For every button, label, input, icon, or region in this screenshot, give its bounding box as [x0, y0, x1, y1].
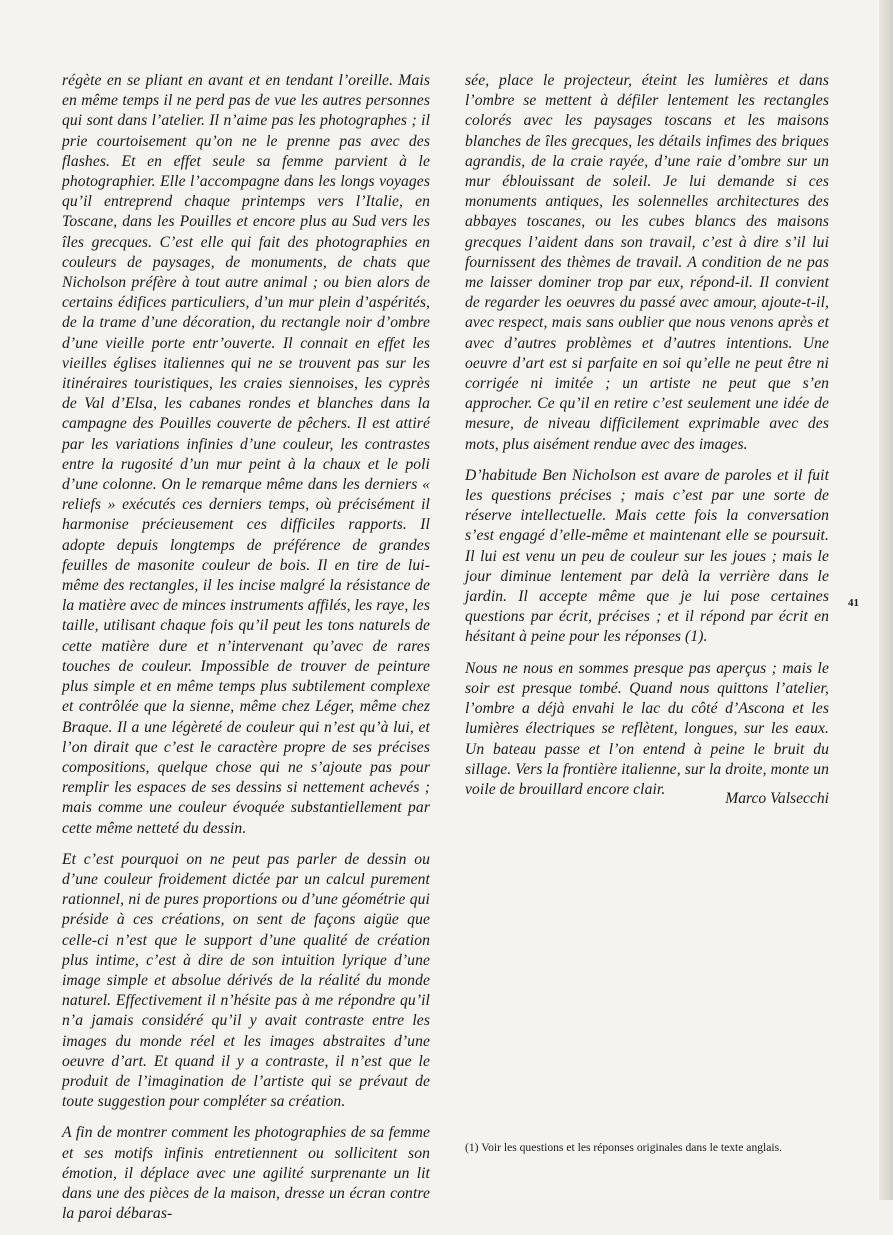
paragraph: régète en se pliant en avant et en tendant l’oreille. Mais en même temps il ne perd pas de vue les autres personnes qui sont dans l’atelier. Il n’aime pas les photographes ; il prie courtoisement qu’on ne le prenne pas avec des flashes. Et en effet seule sa femme parvient à le photographier. Elle l’accompagne dans les longs voyages qu’il entreprend chaque printemps vers l’Italie, en Toscane, dans les Pouilles et encore plus au Sud vers les îles grecques. C’est elle qui fait des photographies en couleurs de paysages, de monuments, de chats que Nicholson préfère à tout autre animal ; ou bien alors de certains édifices particuliers, d’un mur plein d’aspérités, de la trame d’une décoration, du rectangle noir d’ombre d’une vieille porte entr’ouverte. Il connait en effet les vieilles églises italiennes qui ne se trouvent pas sur les itinéraires touristiques, les craies siennoises, les cyprès de Val d’Elsa, les cabanes rondes et blanches dans la campagne des Pouilles couverte de pêchers. Il est attiré par les variations infinies d’une couleur, les contrastes entre la rugosité d’un mur peint à la chaux et le poli d’une colonne. On le remarque même dans les derniers « reliefs » exécutés ces derniers temps, où précisément il harmonise précieusement ces difficiles rapports. Il adopte depuis longtemps de préférence de grandes feuilles de masonite couleur de bois. Il en tire de lui-même des rectangles, il les incise malgré la résistance de la matière avec de minces instruments affilés, les raye, les taille, utilisant chaque fois qu’il peut les tons naturels de cette matière dure et n’intervenant qu’avec de rares touches de couleur. Impossible de trouver de peinture plus simple et en même temps plus subtilement complexe et contrôlée que la sienne, même chez Léger, même chez Braque. Il a une légèreté de couleur qui n’est qu’à lui, et l’on dirait que c’est le caractère propre de ses précises compositions, quelque chose qui ne s’ajoute pas pour remplir les espaces de ses dessins si nettement achevés ; mais comme une couleur évoquée substantiellement par cette même netteté du dessin.	[62, 72, 430, 837]
paragraph: Nous ne nous en sommes presque pas aperçus ; mais le soir est presque tombé. Quand nous quittons l’atelier, l’ombre a déjà envahi le lac du côté d’Ascona et les lumières électriques se reflètent, longues, sur les eaux. Un bateau passe et l’on entend à peine le bruit du sillage. Vers la frontière italienne, sur la droite, monte un voile de brouillard encore clair.	[465, 659, 829, 798]
left-column	[62, 71, 430, 1235]
page-edge-shadow	[879, 0, 893, 1200]
paragraph: Et c’est pourquoi on ne peut pas parler de dessin ou d’une couleur froidement dictée par un calcul purement rationnel, ni de pures proportions ou d’une géométrie qui préside à ces créations, on sent de façons aigüe que celle-ci n’est que le support d’une qualité de création plus intime, c’est à dire de son intuition lyrique d’une image simple et absolue dérivés de la réalité du monde naturel. Effectivement il n’hésite pas à me répondre qu’il n’a jamais considéré qu’il y avait contraste entre les images du monde réel et les images abstraites d’une oeuvre d’art. Et quand il y a contraste, il n’est que le produit de l’imagination de l’artiste qui se prévaut de toute suggestion pour compléter sa création.	[62, 850, 430, 1111]
paragraph: D’habitude Ben Nicholson est avare de paroles et il fuit les questions précises ; mais c’est par une sorte de réserve intellectuelle. Mais cette fois la conversation s’est engagé d’elle-même et maintenant elle se poursuit. Il lui est venu un peu de couleur sur les joues ; mais le jour diminue lentement par delà la verrière dans le jardin. Il accepte même que je lui pose certaines questions par écrit, précises ; et il répond par écrit en hésitant à peine pour les réponses (1).	[465, 466, 829, 646]
page-number: 41	[848, 597, 859, 609]
paragraph: A fin de montrer comment les photographies de sa femme et ses motifs infinis entretiennent ou sollicitent son émotion, il déplace avec une agilité surprenante un lit dans une des pièces de la maison, dresse un écran contre la paroi débaras-	[62, 1124, 430, 1223]
right-column	[465, 71, 829, 811]
paragraph: sée, place le projecteur, éteint les lumières et dans l’ombre se mettent à défiler lentement les rectangles colorés avec les paysages toscans et les maisons blanches de îles grecques, les détails infimes des briques agrandis, de la craie rayée, d’une raie d’ombre sur un mur éblouissant de soleil. Je lui demande si ces monuments antiques, les solennelles architectures des abbayes toscanes, ou les cubes blancs des maisons grecques l’aident dans son travail, c’est à dire s’il lui fournissent des thèmes de travail. A condition de ne pas me laisser dominer trop par eux, répond-il. Il convient de regarder les oeuvres du passé avec amour, ajoute-t-il, avec respect, mais sans oublier que nous venons après et avec d’autres problèmes et d’autres intentions. Une oeuvre d’art est si parfaite en soi qu’elle ne peut être ni corrigée ni imitée ; un artiste ne peut que s’en approcher. Ce qu’il en retire c’est seulement une idée de mesure, de niveau difficilement exprimable avec des mots, plus aisément rendue avec des images.	[465, 72, 829, 453]
footnote: (1) Voir les questions et les réponses originales dans le texte anglais.	[465, 1141, 783, 1154]
author-signature: Marco Valsecchi	[725, 790, 829, 807]
